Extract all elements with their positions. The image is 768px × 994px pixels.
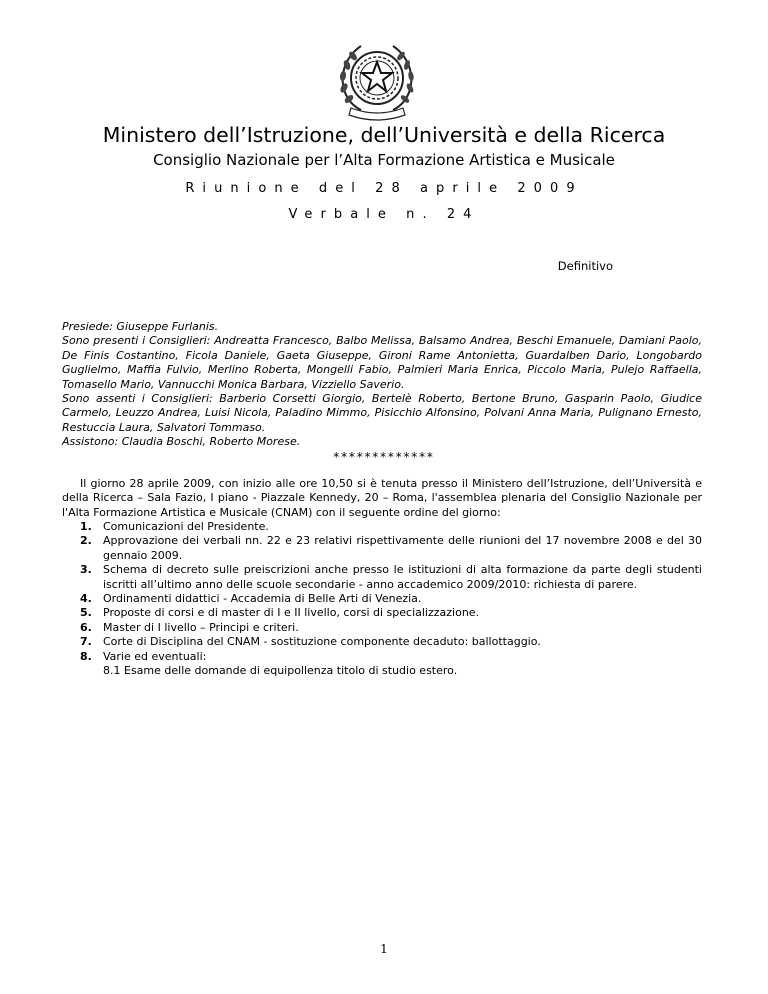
- agenda-item: [62, 650, 702, 664]
- minutes-number: Verbale n. 24: [288, 207, 480, 222]
- agenda-item-number: 2.: [80, 534, 92, 548]
- agenda-item-text: Comunicazioni del Presidente.: [103, 520, 269, 533]
- agenda-item-number: 4.: [80, 592, 92, 606]
- agenda-item: [62, 621, 702, 635]
- intro-paragraph: Il giorno 28 aprile 2009, con inizio alle ore 10,50 si è tenuta presso il Ministero dell’Istruzione, dell’Università e della Ricerca – Sala Fazio, I piano - Piazzale Kennedy, 20 – Roma, l'assemblea plenaria del Consiglio Nazionale per l'Alta Formazione Artistica e Musicale (CNAM) con il seguente ordine del giorno:: [62, 477, 702, 519]
- president-line: Presiede: Giuseppe Furlanis.: [62, 320, 219, 333]
- agenda-item-number: 6.: [80, 620, 92, 634]
- agenda-item: [62, 563, 702, 592]
- agenda-item-text: Ordinamenti didattici - Accademia di Belle Arti di Venezia.: [103, 592, 422, 606]
- agenda-list: [62, 520, 702, 678]
- agenda-item-text: Master di I livello – Principi e criteri.: [103, 620, 299, 634]
- agenda-item-text: Approvazione dei verbali nn. 22 e 23 relativi rispettivamente delle riunioni del 17 novembre 2008 e del 30 gennaio 2009.: [103, 534, 702, 562]
- document-status: Definitivo: [557, 259, 613, 273]
- agenda-item-number: 1.: [80, 520, 92, 533]
- present-councillors: Sono presenti i Consiglieri: Andreatta Francesco, Balbo Melissa, Balsamo Andrea, Beschi Emanuele, Damiani Paolo, De Finis Costantino, Ficola Daniele, Gaeta Giuseppe, Gironi Rame Antonietta, Guardalben Dario, Longobardo Guglielmo, Maffia Fulvio, Merlino Roberta, Mongelli Fabio, Palmieri Maria Enrica, Piccolo Maria, Pulejo Raffaella, Tomasello Mario, Vannucchi Monica Barbara, Vizziello Saverio.: [62, 334, 702, 391]
- separator: *************: [333, 450, 435, 464]
- agenda-item-number: 7.: [80, 635, 92, 649]
- agenda-subitem: 8.1 Esame delle domande di equipollenza titolo di studio estero.: [103, 664, 458, 678]
- agenda-item: [62, 534, 702, 563]
- agenda-item-text: Varie ed eventuali:: [103, 649, 207, 663]
- agenda-item: [62, 635, 702, 649]
- assisting-line: Assistono: Claudia Boschi, Roberto Morese.: [62, 435, 301, 449]
- agenda-item-text: Proposte di corsi e di master di I e II livello, corsi di specializzazione.: [103, 606, 480, 620]
- agenda-item-text: Schema di decreto sulle preiscrizioni anche presso le istituzioni di alta formazione da parte degli studenti iscritti all’ultimo anno delle scuole secondarie - anno accademico 2009/2010: richiesta di parere.: [103, 563, 702, 591]
- agenda-item-text: Corte di Disciplina del CNAM - sostituzione componente decaduto: ballottaggio.: [103, 635, 541, 649]
- agenda-item-number: 5.: [80, 606, 92, 620]
- agenda-item-number: 8.: [80, 649, 92, 663]
- absent-councillors: Sono assenti i Consiglieri: Barberio Corsetti Giorgio, Bertelè Roberto, Bertone Bruno, Gasparin Paolo, Giudice Carmelo, Leuzzo Andrea, Luisi Nicola, Paladino Mimmo, Pisicchio Alfonsino, Polvani Anna Maria, Pulignano Ernesto, Restuccia Laura, Salvatori Tommaso.: [62, 392, 702, 434]
- agenda-item-number: 3.: [80, 563, 92, 577]
- agenda-item: [62, 606, 702, 620]
- page-number: 1: [380, 942, 388, 956]
- council-subtitle: Consiglio Nazionale per l’Alta Formazione Artistica e Musicale: [153, 151, 615, 169]
- agenda-item: [62, 592, 702, 606]
- ministry-title: Ministero dell’Istruzione, dell’Università e della Ricerca: [102, 123, 666, 147]
- agenda-item: [62, 520, 702, 534]
- italian-republic-emblem-icon: [331, 38, 423, 122]
- meeting-date: Riunione del 28 aprile 2009: [185, 181, 583, 196]
- attendance-block: [62, 320, 702, 450]
